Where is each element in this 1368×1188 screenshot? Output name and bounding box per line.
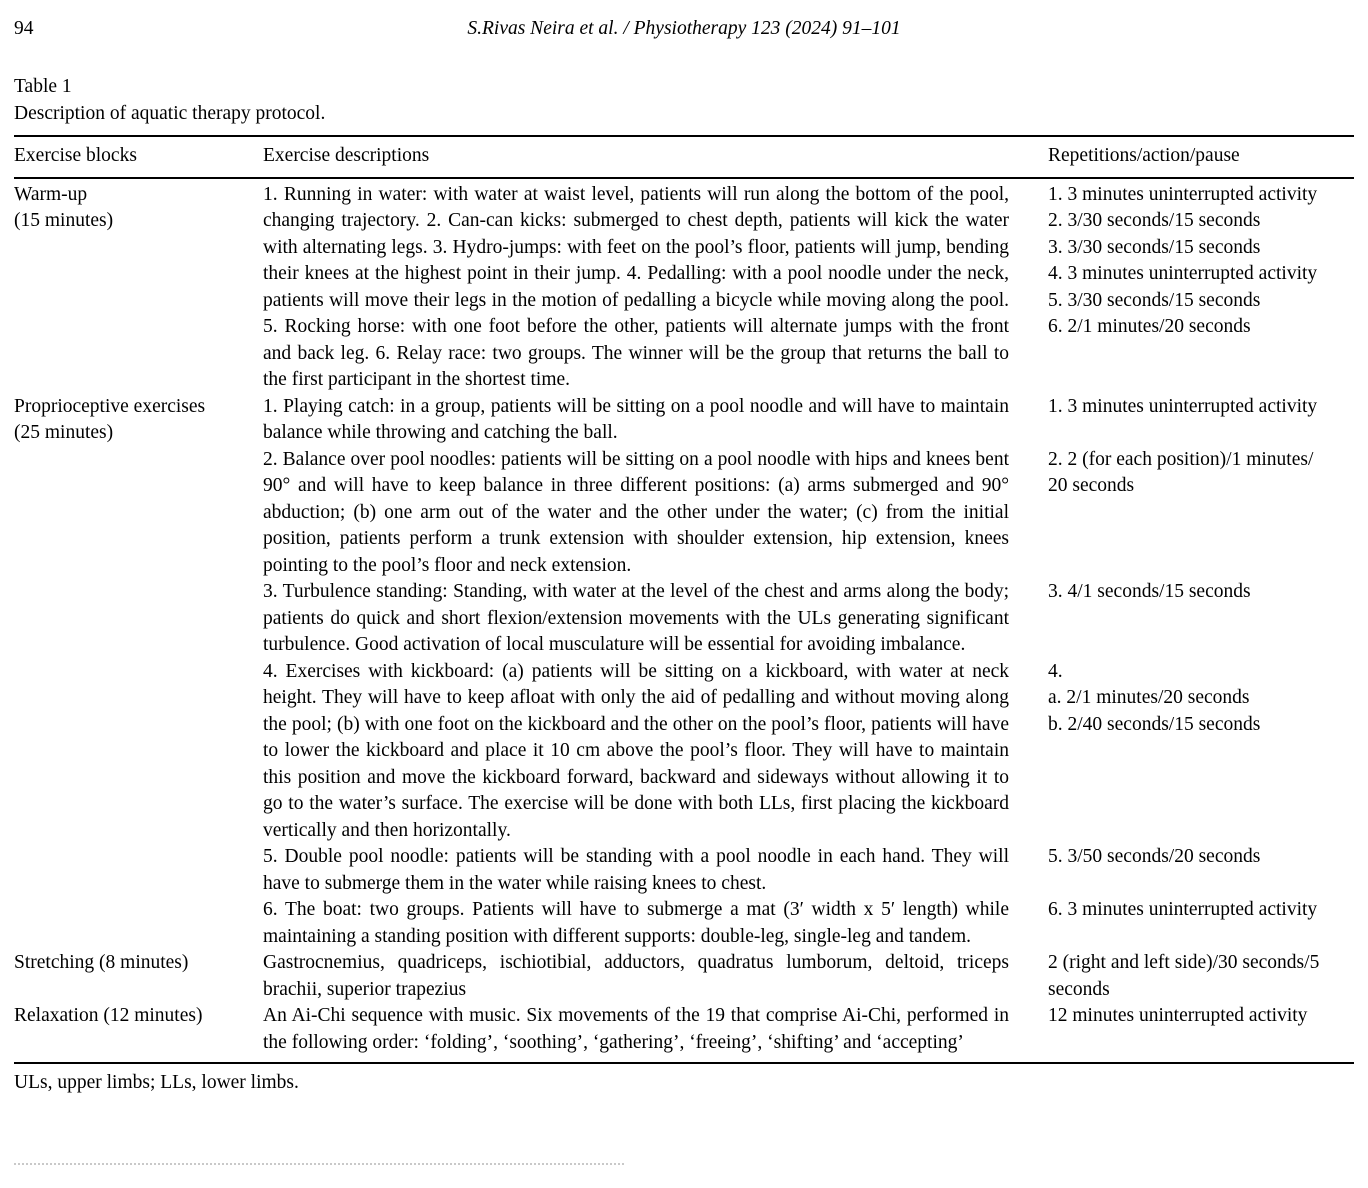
table-label: Table 1	[14, 76, 72, 97]
exercise-item	[263, 659, 1354, 845]
table-body	[14, 179, 1354, 1063]
repetitions-cell	[1048, 844, 1340, 897]
exercise-description: An Ai-Chi sequence with music. Six movements of the 19 that comprise Ai-Chi, performed in the following order: ‘folding’, ‘soothing’, ‘gathering’, ‘freeing’, ‘shifting’ and ‘accepting’	[263, 1005, 1009, 1053]
table-bottom-rule	[14, 1062, 1354, 1064]
block-cell	[14, 1003, 263, 1056]
repetition-line: seconds	[1048, 978, 1110, 1000]
repetition-line: 2. 3/30 seconds/15 seconds	[1048, 210, 1261, 231]
table-row-relaxation	[14, 1003, 1354, 1056]
exercise-description: 6. The boat: two groups. Patients will have to submerge a mat (3′ width x 5′ length) while maintaining a standing position with different supports: double-leg, single-leg and tandem.	[263, 899, 1009, 947]
exercise-description: 3. Turbulence standing: Standing, with water at the level of the chest and arms along the body; patients do quick and short flexion/extension movements with the ULs generating significant turbulence. Good activation of local musculature will be essential for avoiding imbalance.	[263, 581, 1009, 655]
exercise-item	[263, 447, 1354, 580]
table-row-warm-up	[14, 182, 1354, 394]
table-caption: Description of aquatic therapy protocol.	[14, 102, 326, 124]
exercise-description: 1. Playing catch: in a group, patients will be sitting on a pool noodle and will have to maintain balance while throwing and catching the ball.	[263, 395, 1009, 443]
table-header-row	[14, 137, 1354, 177]
exercise-description: 2. Balance over pool noodles: patients will be sitting on a pool noodle with hips and knees bent 90° and will have to keep balance in three different positions: (a) arms submerged and 90° abduction; (b) one arm out of the water and the other under the water; (c) from the initial position, patients perform a trunk extension with shoulder extension, hip extension, knees pointing to the pool’s floor and neck extension.	[263, 448, 1009, 576]
repetition-line: 6. 3 minutes uninterrupted activity	[1048, 899, 1318, 920]
repetition-line: 4. 3 minutes uninterrupted activity	[1048, 263, 1318, 284]
repetitions-cell	[1048, 897, 1340, 950]
block-label: Proprioceptive exercises	[14, 395, 206, 417]
column-header-exercise-blocks: Exercise blocks	[14, 145, 137, 166]
exercise-description: 4. Exercises with kickboard: (a) patients will be sitting on a kickboard, with water at neck height. They will have to keep afloat with only the aid of pedalling and without moving along the pool; (b) with one foot on the kickboard and the other on the pool’s floor, patients will have to lower the kickboard and place it 10 cm above the pool’s floor. They will have to maintain this position and move the kickboard forward, backward and sideways without allowing it to go to the water’s surface. The exercise will be done with both LLs, first placing the kickboard vertically and then horizontally.	[263, 660, 1009, 841]
repetitions-cell	[1048, 394, 1340, 447]
repetition-line: 1. 3 minutes uninterrupted activity	[1048, 395, 1318, 417]
column-header-exercise-descriptions: Exercise descriptions	[263, 145, 430, 166]
block-cell	[14, 182, 263, 394]
repetition-line: 5. 3/50 seconds/20 seconds	[1048, 846, 1261, 867]
exercise-item	[263, 182, 1354, 394]
exercise-description: 5. Double pool noodle: patients will be standing with a pool noodle in each hand. They will have to submerge them in the water while raising knees to chest.	[263, 846, 1009, 894]
page-number: 94	[14, 18, 34, 39]
items-column	[263, 394, 1354, 951]
items-column	[263, 182, 1354, 394]
repetitions-cell	[1048, 1003, 1340, 1056]
repetition-line: 4.	[1048, 660, 1063, 682]
table-row-proprioceptive	[14, 394, 1354, 951]
table-caption-block	[14, 74, 1354, 127]
scan-artifact-line	[14, 1163, 624, 1165]
block-cell	[14, 394, 263, 951]
exercise-item	[263, 579, 1354, 659]
repetition-line: 2. 2 (for each position)/1 minutes/	[1048, 448, 1314, 470]
repetition-line: 2 (right and left side)/30 seconds/5	[1048, 952, 1320, 973]
block-label: Stretching (8 minutes)	[14, 952, 189, 973]
column-header-repetitions: Repetitions/action/pause	[1048, 145, 1240, 166]
repetition-line: 5. 3/30 seconds/15 seconds	[1048, 289, 1261, 311]
exercise-description: Gastrocnemius, quadriceps, ischiotibial, adductors, quadratus lumborum, deltoid, triceps brachii, superior trapezius	[263, 952, 1009, 1000]
block-duration: (15 minutes)	[14, 210, 114, 231]
block-cell	[14, 950, 263, 1003]
journal-page	[0, 16, 1368, 1097]
repetitions-cell	[1048, 182, 1340, 394]
repetition-line: 3. 3/30 seconds/15 seconds	[1048, 236, 1261, 258]
table-footnote: ULs, upper limbs; LLs, lower limbs.	[14, 1072, 299, 1093]
repetition-line: 3. 4/1 seconds/15 seconds	[1048, 581, 1251, 602]
repetitions-cell	[1048, 447, 1340, 580]
block-label: Relaxation (12 minutes)	[14, 1005, 203, 1026]
block-label: Warm-up	[14, 183, 88, 205]
repetition-line: b. 2/40 seconds/15 seconds	[1048, 713, 1261, 735]
repetition-line: 12 minutes uninterrupted activity	[1048, 1005, 1308, 1026]
exercise-item	[263, 950, 1354, 1003]
repetitions-cell	[1048, 659, 1340, 845]
exercise-item	[263, 844, 1354, 897]
repetition-line: a. 2/1 minutes/20 seconds	[1048, 687, 1250, 708]
running-head	[14, 16, 1354, 43]
exercise-item	[263, 897, 1354, 950]
repetition-line: 1. 3 minutes uninterrupted activity	[1048, 183, 1318, 205]
exercise-description: 1. Running in water: with water at waist level, patients will run along the bottom of the pool, changing trajectory. 2. Can-can kicks: submerged to chest depth, patients will kick the water with alternating legs. 3. Hydro-jumps: with feet on the pool’s floor, patients will jump, bending their knees at the highest point in their jump. 4. Pedalling: with a pool noodle under the neck, patients will move their legs in the motion of pedalling a bicycle while moving along the pool. 5. Rocking horse: with one foot before the other, patients will alternate jumps with the front and back leg. 6. Relay race: two groups. The winner will be the group that returns the ball to the first participant in the shortest time.	[263, 183, 1009, 390]
repetition-line: 20 seconds	[1048, 475, 1135, 496]
items-column	[263, 1003, 1354, 1056]
items-column	[263, 950, 1354, 1003]
exercise-item	[263, 1003, 1354, 1056]
repetition-line: 6. 2/1 minutes/20 seconds	[1048, 316, 1251, 337]
repetitions-cell	[1048, 579, 1340, 659]
repetitions-cell	[1048, 950, 1340, 1003]
exercise-item	[263, 394, 1354, 447]
block-duration: (25 minutes)	[14, 422, 114, 443]
table-row-stretching	[14, 950, 1354, 1003]
running-title: S.Rivas Neira et al. / Physiotherapy 123 (2024) 91–101	[467, 18, 901, 39]
